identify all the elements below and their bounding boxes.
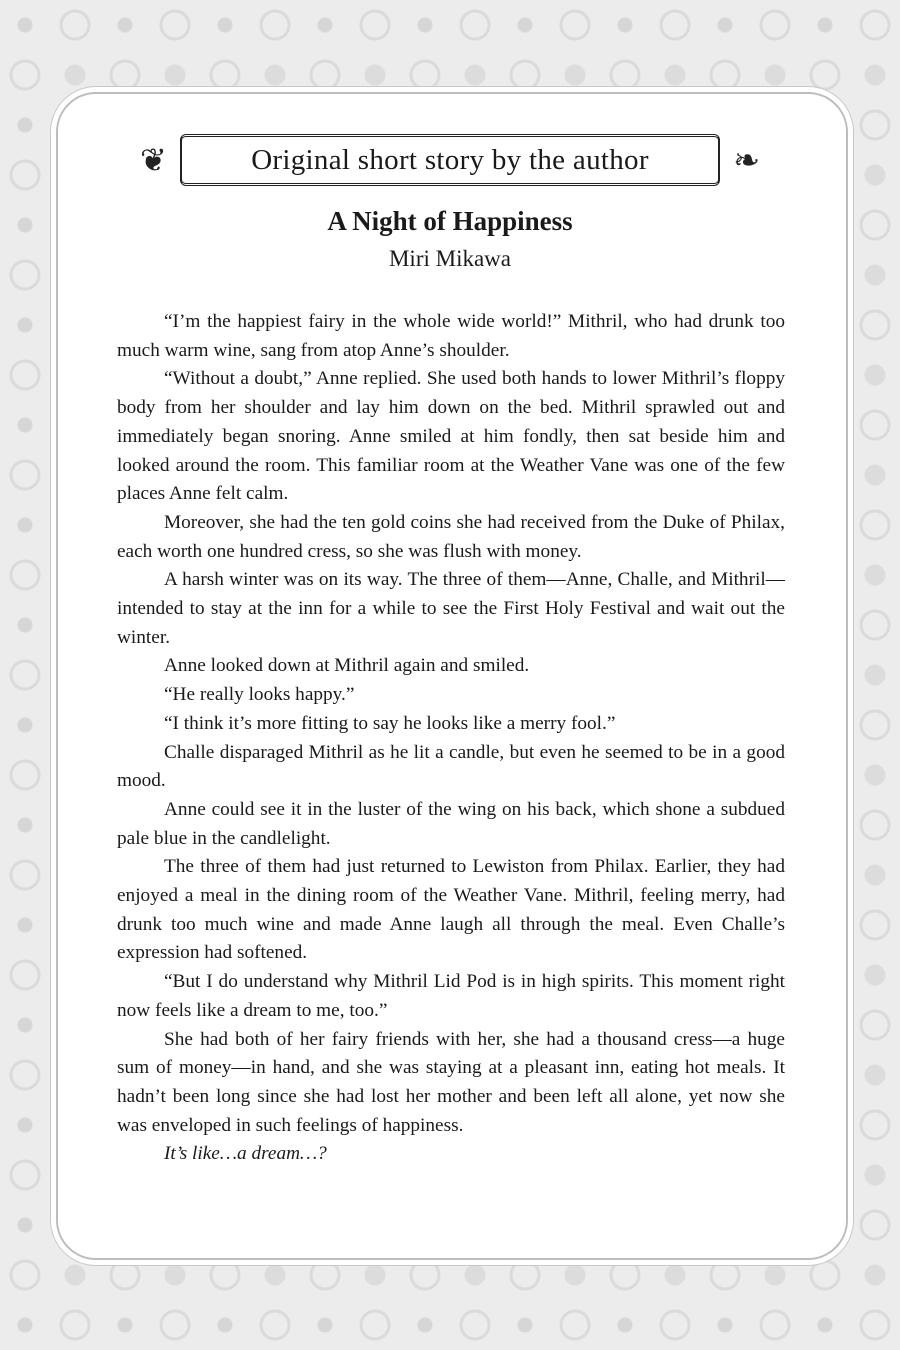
ornament-right-icon: ❧ — [733, 142, 760, 178]
story-body — [117, 308, 785, 1169]
ornament-left-icon: ❦ — [140, 142, 167, 178]
paragraph: She had both of her fairy friends with her, she had a thousand cress—a huge sum of money—in hand, and she was staying at a pleasant inn, eating hot meals. It hadn’t been long since she had lost her mother and been left all alone, yet now she was enveloped in such feelings of happiness. — [117, 1028, 785, 1136]
paragraph: Anne could see it in the luster of the wing on his back, which shone a subdued pale blue in the candlelight. — [117, 798, 785, 849]
paragraph: A harsh winter was on its way. The three of them—Anne, Challe, and Mithril—intended to stay at the inn for a while to see the First Holy Festival and wait out the winter. — [117, 569, 785, 648]
story-author: Miri Mikawa — [388, 246, 511, 271]
paragraph: “I think it’s more fitting to say he looks like a merry fool.” — [164, 712, 616, 734]
paragraph: “But I do understand why Mithril Lid Pod is in high spirits. This moment right now feels like a dream to me, too.” — [117, 971, 785, 1021]
paragraph: Challe disparaged Mithril as he lit a candle, but even he seemed to be in a good mood. — [117, 741, 785, 792]
header-banner — [140, 130, 760, 190]
paragraph: “I’m the happiest fairy in the whole wide world!” Mithril, who had drunk too much warm wine, sang from atop Anne’s shoulder. — [117, 311, 785, 361]
paragraph-italic: It’s like…a dream…? — [164, 1143, 327, 1165]
story-title: A Night of Happiness — [327, 206, 573, 236]
paragraph: “Without a doubt,” Anne replied. She used both hands to lower Mithril’s floppy body from her shoulder and lay him down on the bed. Mithril sprawled out and immediately began snoring. Anne smiled at him fondly, then sat beside him and looked around the room. This familiar room at the Weather Vane was one of the few places Anne felt calm. — [117, 368, 785, 505]
paragraph: Anne looked down at Mithril again and smiled. — [164, 655, 530, 677]
paragraph: “He really looks happy.” — [164, 684, 355, 706]
banner-text: Original short story by the author — [180, 134, 720, 186]
paragraph: The three of them had just returned to Lewiston from Philax. Earlier, they had enjoyed a meal in the dining room of the Weather Vane. Mithril, feeling merry, had drunk too much wine and made Anne laugh all through the meal. Even Challe’s expression had softened. — [117, 856, 785, 964]
paragraph: Moreover, she had the ten gold coins she had received from the Duke of Philax, each worth one hundred cress, so she was flush with money. — [117, 511, 785, 562]
